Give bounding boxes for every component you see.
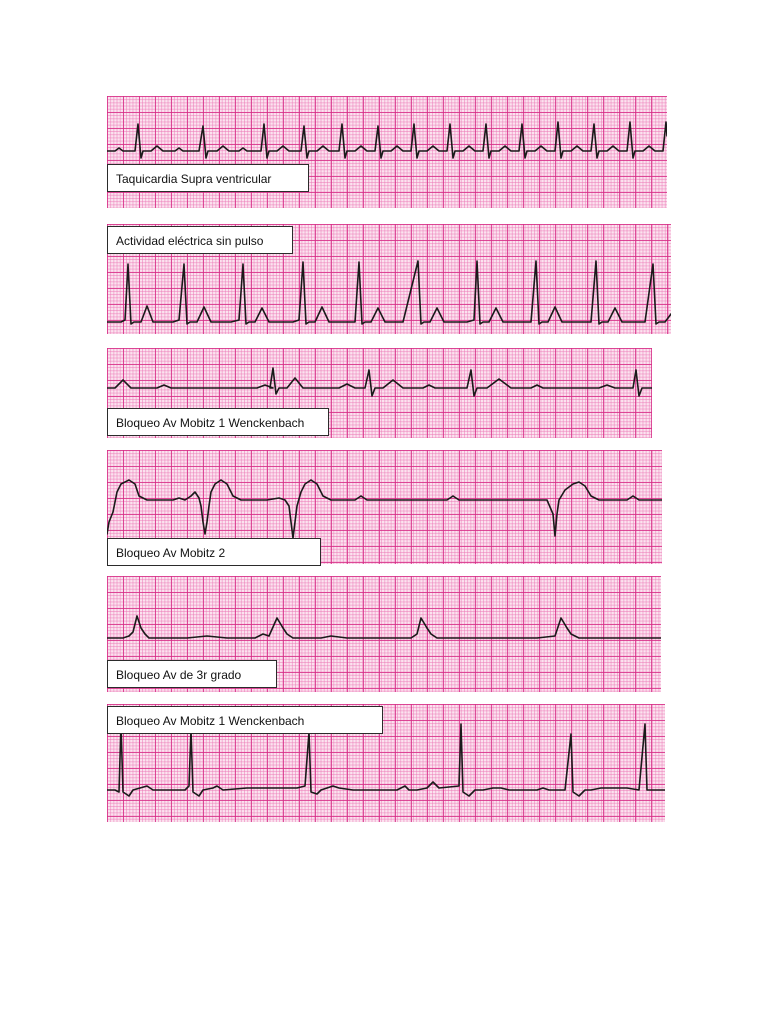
strip-label-3: Bloqueo Av Mobitz 1 Wenckenbach <box>107 408 329 436</box>
strip-label-2: Actividad eléctrica sin pulso <box>107 226 293 254</box>
strip-label-6: Bloqueo Av Mobitz 1 Wenckenbach <box>107 706 383 734</box>
strip-label-5: Bloqueo Av de 3r grado <box>107 660 277 688</box>
strip-label-1: Taquicardia Supra ventricular <box>107 164 309 192</box>
strip-label-4: Bloqueo Av Mobitz 2 <box>107 538 321 566</box>
